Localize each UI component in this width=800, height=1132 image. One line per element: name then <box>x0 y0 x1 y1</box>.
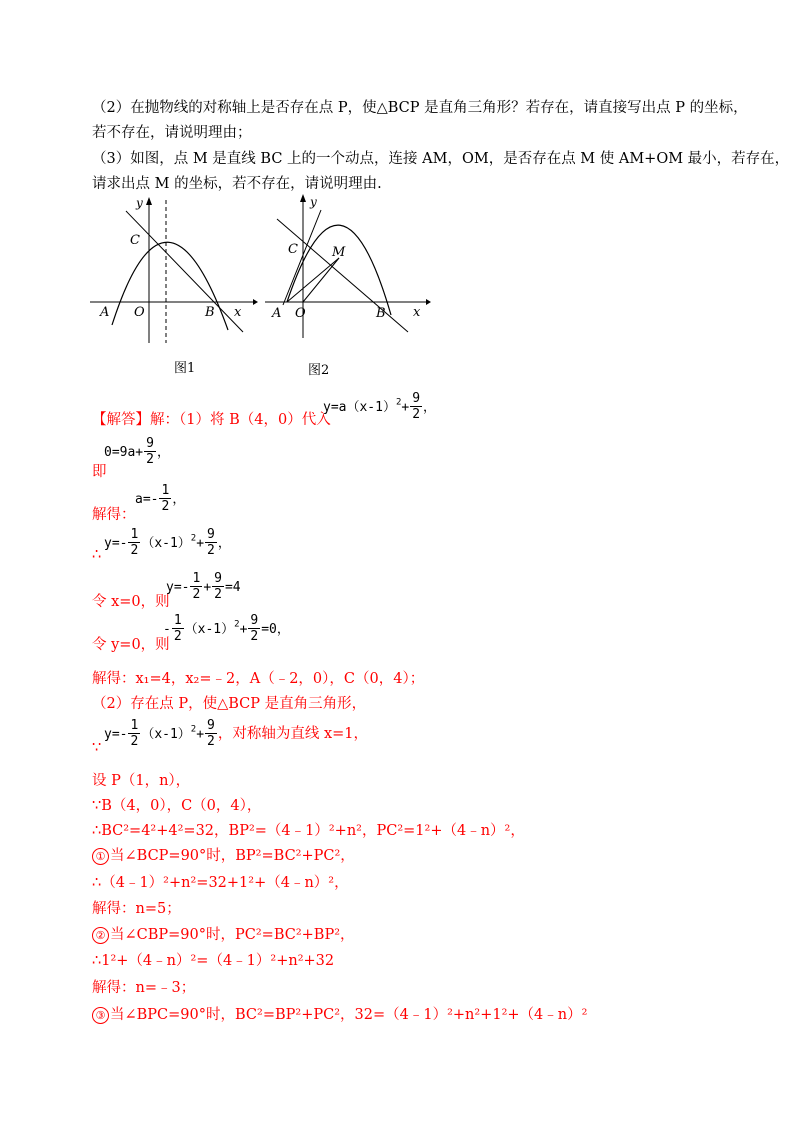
fig2-label-O: O <box>295 306 306 321</box>
fig1-label-x: x <box>234 305 242 320</box>
formula-5: y=- $\frac{1}{2}$ + $\frac{9}{2}$ =4 <box>166 571 241 602</box>
solution-line-1: 【解答】解：（1）将 B（4，0）代入 <box>92 412 331 428</box>
formula-9: y=- $\frac{1}{2}$ $(x-1)^2+$ $\frac{9}{2}$ ，对称轴为直线 x=1， <box>104 718 369 749</box>
solution-line-13: ① 当∠BCP=90°时，BP²=BC²+PC²， <box>92 844 355 865</box>
figure-2 <box>263 190 433 340</box>
solution-line-3-prefix: 解得： <box>92 507 136 523</box>
solution-line-18: 解得：n=﹣3； <box>92 980 196 996</box>
fig1-label-A: A <box>100 305 110 320</box>
fig2-label-y: y <box>310 195 317 209</box>
solution-line-12: ∴BC²=4²+4²=32，BP²=（4﹣1）²+n²，PC²=1²+（4﹣n）²， <box>92 823 525 839</box>
circled-number-2: ② <box>92 927 109 944</box>
fig1-label-y: y <box>136 196 143 210</box>
formula-3: a=- $\frac{1}{2}$ ， <box>135 483 186 514</box>
fig2-label-M: M <box>332 245 346 260</box>
q3-line1: （3）如图，点 M 是直线 BC 上的一个动点，连接 AM，OM，是否存在点 M 使 AM+OM 最小，若存在， <box>92 151 790 167</box>
fig2-label-C: C <box>288 242 298 257</box>
fig2-label-A: A <box>272 306 282 321</box>
solution-line-8: （2）存在点 P，使△BCP 是直角三角形， <box>92 696 367 712</box>
solution-line-5-prefix: 令 x=0，则 <box>92 594 170 610</box>
solution-line-6-prefix: 令 y=0，则 <box>92 637 170 653</box>
circled-number-3: ③ <box>92 1007 109 1024</box>
formula-1: $y=a(x-1)^2+$ $\frac{9}{2}$ ， <box>323 391 437 422</box>
figure-1 <box>88 195 258 345</box>
fig2-label-B: B <box>376 306 386 321</box>
solution-line-19: ③ 当∠BPC=90°时，BC²=BP²+PC²，32=（4﹣1）²+n²+1²+（4﹣n）² <box>92 1003 587 1024</box>
solution-line-11: ∵B（4，0），C（0，4）， <box>92 798 262 814</box>
solution-line-17: ∴1²+（4﹣n）²=（4﹣1）²+n²+32 <box>92 953 335 969</box>
solution-line-14: ∴（4﹣1）²+n²=32+1²+（4﹣n）²， <box>92 875 349 891</box>
solution-line-2-prefix: 即 <box>92 464 107 480</box>
q3-line2: 请求出点 M 的坐标，若不存在，请说明理由. <box>92 176 382 192</box>
formula-2: 0=9a+ $\frac{9}{2}$ ， <box>104 436 170 467</box>
fig1-label-O: O <box>134 305 145 320</box>
q2-line2: 若不存在，请说明理由； <box>92 125 252 141</box>
fig1-label-C: C <box>130 233 140 248</box>
circled-number-1: ① <box>92 848 109 865</box>
q2-line1: （2）在抛物线的对称轴上是否存在点 P，使△BCP 是直角三角形？若存在，请直接写出点 P 的坐标， <box>92 100 748 116</box>
solution-line-7: 解得：x₁=4，x₂=﹣2，A（﹣2，0），C（0，4）； <box>92 671 425 687</box>
fig1-caption: 图1 <box>174 361 196 376</box>
formula-4: y=- $\frac{1}{2}$ $(x-1)^2+$ $\frac{9}{2}$ ， <box>104 527 231 558</box>
solution-line-4-prefix: ∴ <box>92 547 102 563</box>
solution-line-16: ② 当∠CBP=90°时，PC²=BC²+BP²， <box>92 923 355 944</box>
formula-6: - $\frac{1}{2}$ $(x-1)^2+$ $\frac{9}{2}$ =0， <box>163 613 290 644</box>
solution-line-9-prefix: ∵ <box>92 740 102 756</box>
solution-line-15: 解得：n=5； <box>92 901 181 917</box>
fig1-label-B: B <box>205 305 215 320</box>
fig2-caption: 图2 <box>308 363 330 378</box>
fig2-label-x: x <box>413 305 421 320</box>
solution-line-10: 设 P（1，n）， <box>92 773 191 789</box>
